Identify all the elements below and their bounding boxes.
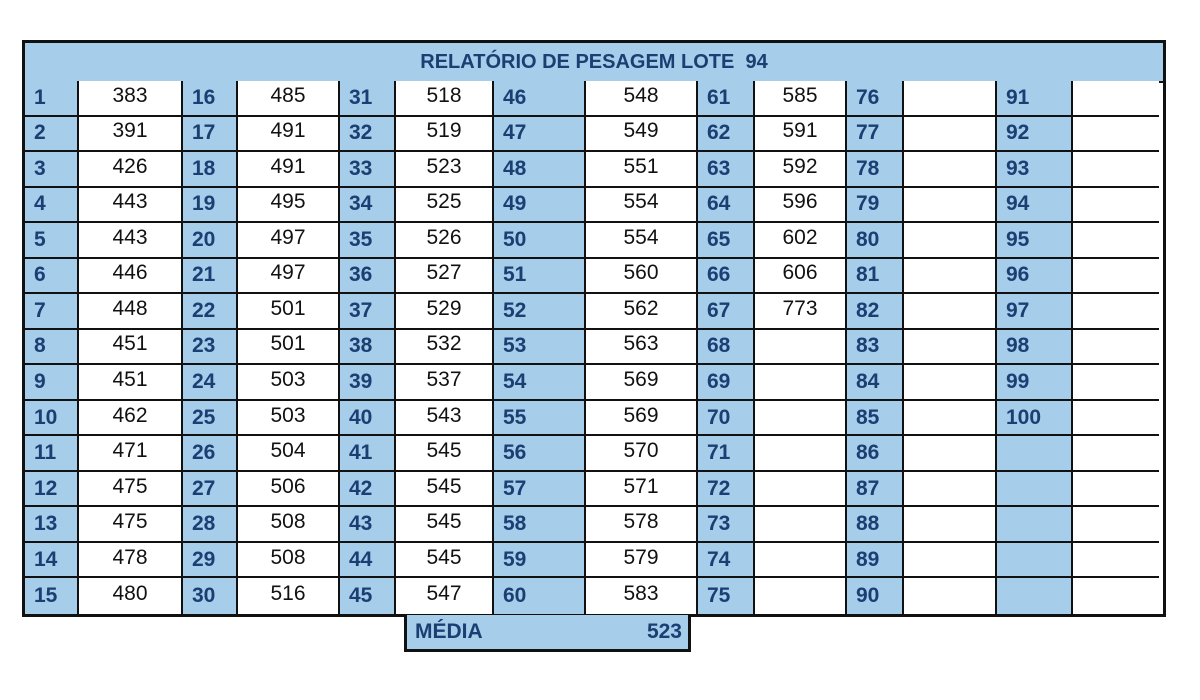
weight-cell: 478 xyxy=(79,543,183,579)
weight-cell xyxy=(1073,578,1159,614)
weight-cell: 518 xyxy=(396,81,494,117)
weight-cell: 480 xyxy=(79,578,183,614)
animal-number-cell: 97 xyxy=(997,294,1073,330)
weight-cell: 554 xyxy=(586,188,698,224)
animal-number-cell: 5 xyxy=(25,223,79,259)
average-box xyxy=(404,615,691,652)
weight-cell: 596 xyxy=(755,188,847,224)
animal-number-cell: 37 xyxy=(340,294,396,330)
weight-cell xyxy=(755,578,847,614)
animal-number-cell: 14 xyxy=(25,543,79,579)
animal-number-cell: 68 xyxy=(698,330,755,366)
weight-cell: 548 xyxy=(586,81,698,117)
weight-cell: 591 xyxy=(755,117,847,153)
weight-cell: 560 xyxy=(586,259,698,295)
weight-cell: 537 xyxy=(396,365,494,401)
average-value: 523 xyxy=(646,620,682,643)
weight-cell: 773 xyxy=(755,294,847,330)
weight-cell: 501 xyxy=(238,294,340,330)
weight-cell xyxy=(1073,543,1159,579)
weight-cell: 570 xyxy=(586,436,698,472)
weight-cell xyxy=(904,117,997,153)
weight-cell xyxy=(1073,330,1159,366)
weight-cell: 532 xyxy=(396,330,494,366)
animal-number-cell: 53 xyxy=(494,330,586,366)
weight-cell: 475 xyxy=(79,507,183,543)
animal-number-cell: 43 xyxy=(340,507,396,543)
animal-number-cell: 84 xyxy=(847,365,904,401)
weight-cell: 569 xyxy=(586,401,698,437)
weight-cell: 569 xyxy=(586,365,698,401)
animal-number-cell: 83 xyxy=(847,330,904,366)
weights-grid xyxy=(25,81,1163,614)
weight-cell xyxy=(755,472,847,508)
weight-cell: 485 xyxy=(238,81,340,117)
animal-number-cell: 59 xyxy=(494,543,586,579)
weight-cell: 443 xyxy=(79,223,183,259)
animal-number-cell: 16 xyxy=(183,81,238,117)
animal-number-cell: 64 xyxy=(698,188,755,224)
weight-cell xyxy=(1073,152,1159,188)
weight-cell: 443 xyxy=(79,188,183,224)
weight-cell xyxy=(1073,401,1159,437)
animal-number-cell: 70 xyxy=(698,401,755,437)
animal-number-cell xyxy=(997,436,1073,472)
weight-cell xyxy=(904,543,997,579)
animal-number-cell: 9 xyxy=(25,365,79,401)
weight-cell xyxy=(904,330,997,366)
weight-cell: 475 xyxy=(79,472,183,508)
weight-cell xyxy=(904,152,997,188)
weight-cell xyxy=(755,543,847,579)
animal-number-cell: 29 xyxy=(183,543,238,579)
weight-cell: 529 xyxy=(396,294,494,330)
report-title: RELATÓRIO DE PESAGEM LOTE 94 xyxy=(25,43,1163,83)
weight-cell: 583 xyxy=(586,578,698,614)
animal-number-cell: 60 xyxy=(494,578,586,614)
weight-cell xyxy=(904,188,997,224)
animal-number-cell: 96 xyxy=(997,259,1073,295)
weight-cell xyxy=(904,401,997,437)
weight-cell xyxy=(1073,117,1159,153)
animal-number-cell: 1 xyxy=(25,81,79,117)
animal-number-cell xyxy=(997,472,1073,508)
weight-cell: 527 xyxy=(396,259,494,295)
animal-number-cell: 88 xyxy=(847,507,904,543)
weight-cell: 495 xyxy=(238,188,340,224)
animal-number-cell: 91 xyxy=(997,81,1073,117)
weight-cell: 516 xyxy=(238,578,340,614)
animal-number-cell: 11 xyxy=(25,436,79,472)
animal-number-cell: 65 xyxy=(698,223,755,259)
weight-cell xyxy=(904,436,997,472)
animal-number-cell: 100 xyxy=(997,401,1073,437)
weight-cell: 491 xyxy=(238,152,340,188)
weight-cell: 525 xyxy=(396,188,494,224)
animal-number-cell: 25 xyxy=(183,401,238,437)
animal-number-cell: 48 xyxy=(494,152,586,188)
weight-cell: 554 xyxy=(586,223,698,259)
weight-cell xyxy=(904,472,997,508)
weight-cell xyxy=(1073,436,1159,472)
animal-number-cell: 23 xyxy=(183,330,238,366)
weight-cell: 446 xyxy=(79,259,183,295)
animal-number-cell: 17 xyxy=(183,117,238,153)
weight-cell xyxy=(904,365,997,401)
weight-cell xyxy=(1073,188,1159,224)
animal-number-cell: 72 xyxy=(698,472,755,508)
animal-number-cell: 26 xyxy=(183,436,238,472)
animal-number-cell: 45 xyxy=(340,578,396,614)
weight-cell: 545 xyxy=(396,507,494,543)
weight-cell xyxy=(755,436,847,472)
animal-number-cell: 10 xyxy=(25,401,79,437)
animal-number-cell: 49 xyxy=(494,188,586,224)
animal-number-cell: 90 xyxy=(847,578,904,614)
animal-number-cell: 80 xyxy=(847,223,904,259)
animal-number-cell: 89 xyxy=(847,543,904,579)
weight-cell: 549 xyxy=(586,117,698,153)
weight-cell: 491 xyxy=(238,117,340,153)
weight-cell: 426 xyxy=(79,152,183,188)
weight-cell xyxy=(904,223,997,259)
animal-number-cell: 39 xyxy=(340,365,396,401)
weight-cell xyxy=(904,578,997,614)
weight-cell: 592 xyxy=(755,152,847,188)
weight-cell: 602 xyxy=(755,223,847,259)
weight-cell: 451 xyxy=(79,330,183,366)
weight-cell: 545 xyxy=(396,472,494,508)
weight-cell xyxy=(755,330,847,366)
animal-number-cell: 77 xyxy=(847,117,904,153)
animal-number-cell: 13 xyxy=(25,507,79,543)
weight-cell xyxy=(904,81,997,117)
animal-number-cell: 31 xyxy=(340,81,396,117)
weight-cell: 497 xyxy=(238,259,340,295)
animal-number-cell: 66 xyxy=(698,259,755,295)
animal-number-cell: 50 xyxy=(494,223,586,259)
weight-cell xyxy=(1073,259,1159,295)
animal-number-cell: 44 xyxy=(340,543,396,579)
animal-number-cell: 47 xyxy=(494,117,586,153)
animal-number-cell: 2 xyxy=(25,117,79,153)
animal-number-cell: 61 xyxy=(698,81,755,117)
animal-number-cell: 56 xyxy=(494,436,586,472)
weight-cell: 391 xyxy=(79,117,183,153)
animal-number-cell: 62 xyxy=(698,117,755,153)
weight-cell xyxy=(904,294,997,330)
weight-cell: 497 xyxy=(238,223,340,259)
animal-number-cell xyxy=(997,543,1073,579)
animal-number-cell: 42 xyxy=(340,472,396,508)
weight-cell xyxy=(1073,294,1159,330)
weight-cell: 451 xyxy=(79,365,183,401)
weight-cell: 579 xyxy=(586,543,698,579)
animal-number-cell: 82 xyxy=(847,294,904,330)
animal-number-cell: 51 xyxy=(494,259,586,295)
animal-number-cell: 54 xyxy=(494,365,586,401)
animal-number-cell: 74 xyxy=(698,543,755,579)
weight-cell xyxy=(1073,507,1159,543)
weight-cell: 571 xyxy=(586,472,698,508)
animal-number-cell: 28 xyxy=(183,507,238,543)
animal-number-cell: 19 xyxy=(183,188,238,224)
weight-cell: 508 xyxy=(238,507,340,543)
animal-number-cell: 34 xyxy=(340,188,396,224)
weight-cell: 519 xyxy=(396,117,494,153)
weight-cell: 606 xyxy=(755,259,847,295)
weight-cell: 545 xyxy=(396,543,494,579)
weight-cell: 562 xyxy=(586,294,698,330)
animal-number-cell: 15 xyxy=(25,578,79,614)
weight-cell: 503 xyxy=(238,401,340,437)
animal-number-cell xyxy=(997,507,1073,543)
animal-number-cell: 69 xyxy=(698,365,755,401)
animal-number-cell: 57 xyxy=(494,472,586,508)
animal-number-cell: 22 xyxy=(183,294,238,330)
animal-number-cell: 76 xyxy=(847,81,904,117)
animal-number-cell: 32 xyxy=(340,117,396,153)
animal-number-cell: 4 xyxy=(25,188,79,224)
weight-cell: 501 xyxy=(238,330,340,366)
animal-number-cell: 99 xyxy=(997,365,1073,401)
animal-number-cell: 94 xyxy=(997,188,1073,224)
animal-number-cell: 98 xyxy=(997,330,1073,366)
weight-cell xyxy=(1073,365,1159,401)
animal-number-cell: 86 xyxy=(847,436,904,472)
animal-number-cell: 95 xyxy=(997,223,1073,259)
animal-number-cell: 3 xyxy=(25,152,79,188)
weight-cell xyxy=(755,507,847,543)
weight-cell: 523 xyxy=(396,152,494,188)
animal-number-cell: 78 xyxy=(847,152,904,188)
weight-cell: 504 xyxy=(238,436,340,472)
animal-number-cell: 92 xyxy=(997,117,1073,153)
animal-number-cell: 21 xyxy=(183,259,238,295)
animal-number-cell: 81 xyxy=(847,259,904,295)
weight-cell: 471 xyxy=(79,436,183,472)
weight-cell xyxy=(904,507,997,543)
weight-cell: 462 xyxy=(79,401,183,437)
animal-number-cell: 38 xyxy=(340,330,396,366)
animal-number-cell: 6 xyxy=(25,259,79,295)
animal-number-cell: 79 xyxy=(847,188,904,224)
animal-number-cell: 58 xyxy=(494,507,586,543)
animal-number-cell: 46 xyxy=(494,81,586,117)
animal-number-cell: 24 xyxy=(183,365,238,401)
animal-number-cell: 36 xyxy=(340,259,396,295)
weighing-report-table xyxy=(22,40,1166,617)
average-label: MÉDIA xyxy=(415,620,483,643)
weight-cell xyxy=(1073,81,1159,117)
animal-number-cell: 71 xyxy=(698,436,755,472)
animal-number-cell: 35 xyxy=(340,223,396,259)
animal-number-cell: 20 xyxy=(183,223,238,259)
animal-number-cell: 87 xyxy=(847,472,904,508)
weight-cell xyxy=(755,365,847,401)
animal-number-cell: 55 xyxy=(494,401,586,437)
weight-cell: 545 xyxy=(396,436,494,472)
animal-number-cell: 75 xyxy=(698,578,755,614)
weight-cell: 383 xyxy=(79,81,183,117)
animal-number-cell: 41 xyxy=(340,436,396,472)
animal-number-cell: 12 xyxy=(25,472,79,508)
animal-number-cell: 63 xyxy=(698,152,755,188)
animal-number-cell: 27 xyxy=(183,472,238,508)
weight-cell: 578 xyxy=(586,507,698,543)
weight-cell: 585 xyxy=(755,81,847,117)
animal-number-cell: 73 xyxy=(698,507,755,543)
weight-cell: 543 xyxy=(396,401,494,437)
weight-cell xyxy=(1073,223,1159,259)
animal-number-cell: 7 xyxy=(25,294,79,330)
weight-cell xyxy=(755,401,847,437)
weight-cell: 547 xyxy=(396,578,494,614)
weight-cell xyxy=(904,259,997,295)
weight-cell: 506 xyxy=(238,472,340,508)
animal-number-cell: 85 xyxy=(847,401,904,437)
animal-number-cell: 18 xyxy=(183,152,238,188)
weight-cell: 503 xyxy=(238,365,340,401)
animal-number-cell: 30 xyxy=(183,578,238,614)
animal-number-cell: 52 xyxy=(494,294,586,330)
animal-number-cell xyxy=(997,578,1073,614)
animal-number-cell: 33 xyxy=(340,152,396,188)
weight-cell: 448 xyxy=(79,294,183,330)
animal-number-cell: 40 xyxy=(340,401,396,437)
weight-cell xyxy=(1073,472,1159,508)
animal-number-cell: 93 xyxy=(997,152,1073,188)
weight-cell: 563 xyxy=(586,330,698,366)
weight-cell: 551 xyxy=(586,152,698,188)
animal-number-cell: 67 xyxy=(698,294,755,330)
animal-number-cell: 8 xyxy=(25,330,79,366)
weight-cell: 526 xyxy=(396,223,494,259)
weight-cell: 508 xyxy=(238,543,340,579)
